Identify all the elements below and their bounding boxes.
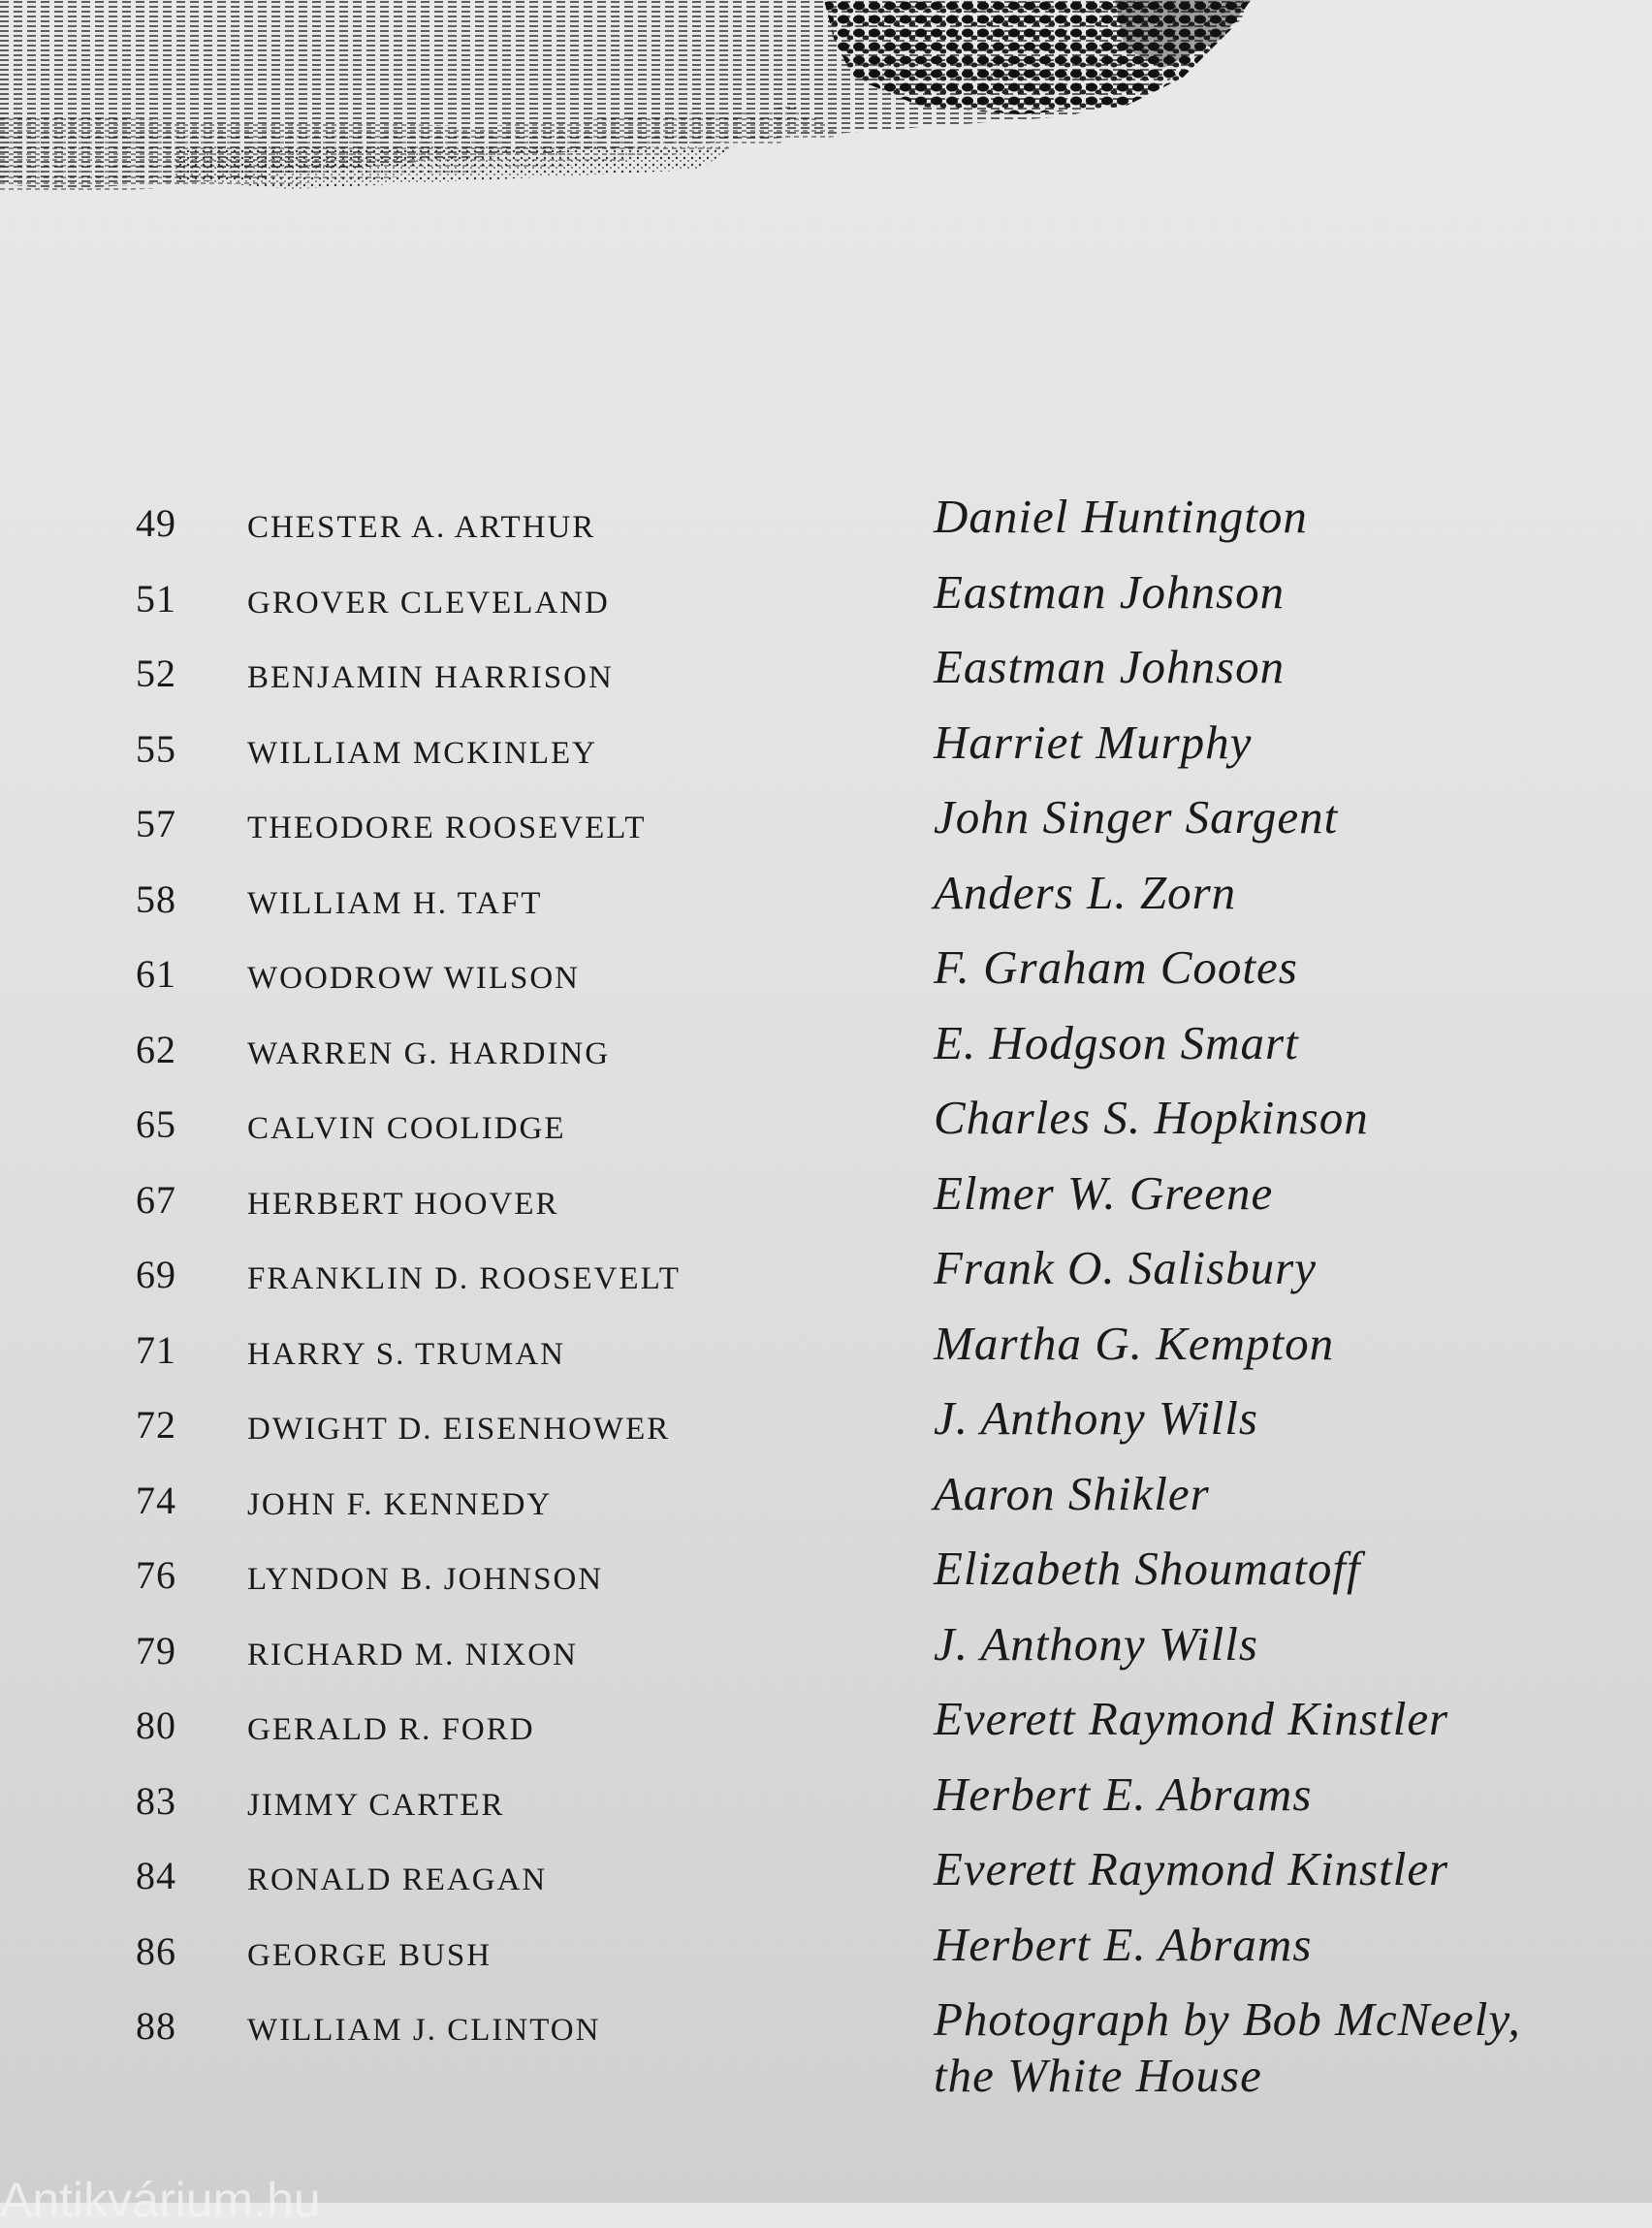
page-number: 61 xyxy=(136,952,176,996)
portrait-row xyxy=(0,715,1652,788)
artist-name: Herbert E. Abrams xyxy=(934,1766,1313,1821)
president-name: RICHARD M. NIXON xyxy=(247,1637,578,1672)
president-name: JIMMY CARTER xyxy=(247,1787,505,1823)
page-number: 72 xyxy=(136,1403,176,1447)
president-name: GROVER CLEVELAND xyxy=(247,585,610,621)
president-name: THEODORE ROOSEVELT xyxy=(247,811,647,845)
portrait-row xyxy=(0,1542,1652,1614)
artist-name: Elizabeth Shoumatoff xyxy=(934,1542,1361,1595)
president-name: WARREN G. HARDING xyxy=(247,1035,611,1071)
president-name: RONALD REAGAN xyxy=(247,1862,548,1897)
page-number: 80 xyxy=(136,1703,176,1747)
president-name: WOODROW WILSON xyxy=(247,961,580,996)
portrait-row xyxy=(0,490,1652,562)
page-number: 76 xyxy=(136,1553,176,1597)
president-name: FRANKLIN D. ROOSEVELT xyxy=(247,1261,681,1296)
portrait-row xyxy=(0,1091,1652,1163)
page-number: 62 xyxy=(136,1027,176,1071)
page-number: 69 xyxy=(136,1253,176,1296)
artist-name: Herbert E. Abrams xyxy=(934,1917,1313,1971)
artist-name: Eastman Johnson xyxy=(934,640,1286,693)
artist-name: Daniel Huntington xyxy=(934,490,1308,543)
page-number: 88 xyxy=(136,2004,176,2048)
page-number: 57 xyxy=(136,802,176,845)
portrait-row xyxy=(0,790,1652,863)
portrait-row xyxy=(0,1466,1652,1540)
president-name: CHESTER A. ARTHUR xyxy=(247,510,596,545)
artist-name: Martha G. Kempton xyxy=(934,1316,1335,1370)
watermark-text: Antikvárium.hu xyxy=(0,2173,321,2227)
page-number: 84 xyxy=(136,1854,176,1897)
artist-name: John Singer Sargent xyxy=(934,790,1339,843)
page-number: 74 xyxy=(136,1478,176,1522)
portrait-row xyxy=(0,1692,1652,1765)
president-name: HERBERT HOOVER xyxy=(247,1186,559,1222)
president-name: GERALD R. FORD xyxy=(247,1712,535,1747)
portrait-row xyxy=(0,940,1652,1013)
artist-name: E. Hodgson Smart xyxy=(934,1015,1299,1069)
president-name: WILLIAM J. CLINTON xyxy=(247,2013,601,2048)
page-number: 65 xyxy=(136,1102,176,1146)
page-number: 71 xyxy=(136,1327,176,1372)
page-number: 51 xyxy=(136,576,176,621)
artist-name: Aaron Shikler xyxy=(934,1466,1210,1520)
portrait-row xyxy=(0,1241,1652,1314)
portrait-row xyxy=(0,640,1652,713)
portrait-row xyxy=(0,1316,1652,1389)
artist-name: J. Anthony Wills xyxy=(934,1616,1258,1671)
president-name: GEORGE BUSH xyxy=(247,1937,492,1973)
portrait-row xyxy=(0,1391,1652,1464)
artist-name: J. Anthony Wills xyxy=(934,1391,1258,1445)
portrait-row xyxy=(0,1766,1652,1840)
page-number: 79 xyxy=(136,1628,176,1672)
portrait-row xyxy=(0,865,1652,939)
page-number: 52 xyxy=(136,652,176,695)
artist-name: Photograph by Bob McNeely, the White House xyxy=(934,1992,1521,2102)
artist-name: Charles S. Hopkinson xyxy=(934,1091,1369,1144)
president-name: CALVIN COOLIDGE xyxy=(247,1111,566,1146)
president-name: WILLIAM H. TAFT xyxy=(247,885,543,921)
portrait-row xyxy=(0,564,1652,638)
portrait-row xyxy=(0,1616,1652,1690)
artist-name: Anders L. Zorn xyxy=(934,865,1237,919)
artist-name: Frank O. Salisbury xyxy=(934,1241,1317,1294)
artist-name: Harriet Murphy xyxy=(934,715,1253,769)
artist-name: Everett Raymond Kinstler xyxy=(934,1842,1449,1895)
artist-name: Eastman Johnson xyxy=(934,564,1286,619)
president-name: JOHN F. KENNEDY xyxy=(247,1486,553,1522)
artist-name: F. Graham Cootes xyxy=(934,940,1298,994)
president-name: DWIGHT D. EISENHOWER xyxy=(247,1412,671,1447)
page-number: 49 xyxy=(136,501,176,545)
artist-name: Elmer W. Greene xyxy=(934,1165,1274,1220)
portrait-row xyxy=(0,1165,1652,1239)
artist-name: Everett Raymond Kinstler xyxy=(934,1692,1449,1745)
president-name: HARRY S. TRUMAN xyxy=(247,1336,565,1372)
portrait-row xyxy=(0,1992,1652,2102)
president-name: LYNDON B. JOHNSON xyxy=(247,1562,604,1597)
president-name: BENJAMIN HARRISON xyxy=(247,660,614,695)
page-number: 67 xyxy=(136,1177,176,1222)
president-name: WILLIAM MCKINLEY xyxy=(247,735,598,771)
page-number: 83 xyxy=(136,1778,176,1823)
page-number: 58 xyxy=(136,876,176,921)
portrait-row xyxy=(0,1842,1652,1915)
portrait-row xyxy=(0,1015,1652,1089)
portrait-row xyxy=(0,1917,1652,1990)
page-number: 55 xyxy=(136,726,176,771)
page-number: 86 xyxy=(136,1928,176,1973)
